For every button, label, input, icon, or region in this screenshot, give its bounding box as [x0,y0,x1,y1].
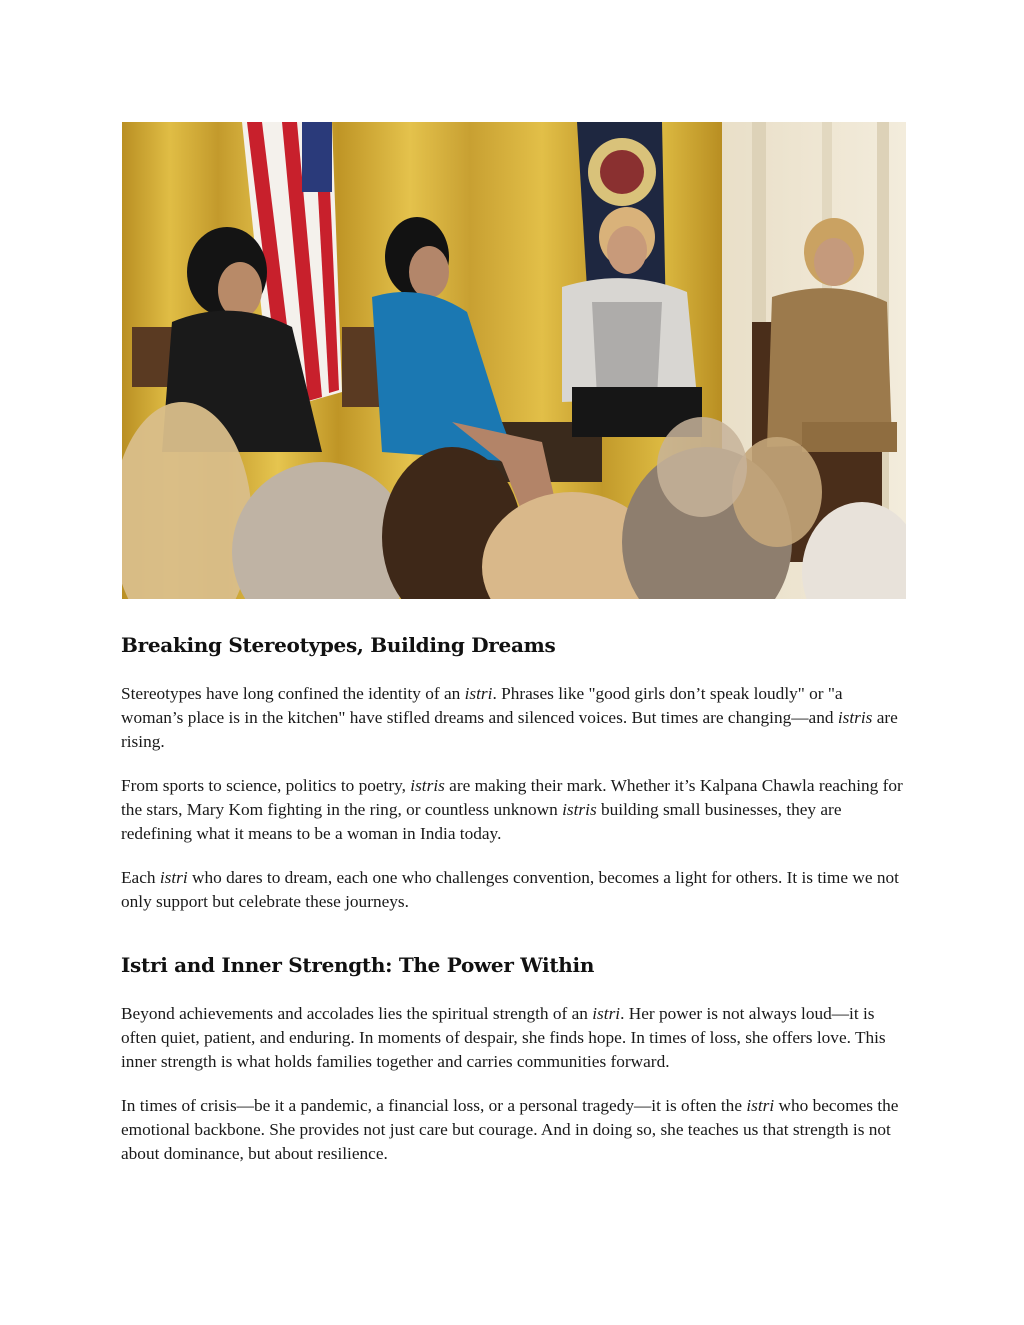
text-run: Beyond achievements and accolades lies the spiritual strength of an [121,1004,593,1023]
panel-photo [122,122,906,599]
section-heading-stereotypes: Breaking Stereotypes, Building Dreams [121,633,556,657]
text-run: who dares to dream, each one who challenges convention, becomes a light for others. It is time we not only support but celebrate these journeys. [121,868,899,911]
text-run: are rising. [121,708,898,751]
text-run: Each [121,868,160,887]
text-run: who becomes the emotional backbone. She provides not just care but courage. And in doing so, she teaches us that strength is not about dominance, but about resilience. [121,1096,899,1163]
section-heading-inner-strength: Istri and Inner Strength: The Power Within [121,953,595,977]
text-run: . Her power is not always loud—it is often quiet, patient, and enduring. In moments of despair, she finds hope. In times of loss, she offers love. This inner strength is what holds families together and carries communities forward. [121,1004,886,1071]
paragraph [121,866,907,914]
article-content [121,628,907,1166]
paragraph [121,1094,907,1166]
text-run: are making their mark. Whether it’s Kalpana Chawla reaching for the stars, Mary Kom fighting in the ring, or countless unknown [121,776,903,819]
text-run: building small businesses, they are redefining what it means to be a woman in India today. [121,800,842,843]
italic-term: istri [746,1096,775,1115]
italic-term: istris [562,800,597,819]
text-run: . Phrases like "good girls don’t speak loudly" or "a woman’s place is in the kitchen" have stifled dreams and silenced voices. But times are changing—and [121,684,843,727]
italic-term: istris [837,708,873,727]
paragraph [121,1002,907,1074]
photo-panel-discussion-icon [122,122,906,599]
italic-term: istris [410,776,445,795]
italic-term: istri [464,684,493,703]
italic-term: istri [159,868,188,887]
text-run: From sports to science, politics to poetry, [121,776,411,795]
paragraph [121,682,907,754]
text-run: In times of crisis—be it a pandemic, a financial loss, or a personal tragedy—it is often the [121,1096,747,1115]
text-run: Stereotypes have long confined the identity of an [121,684,465,703]
paragraph [121,774,907,846]
italic-term: istri [592,1004,621,1023]
